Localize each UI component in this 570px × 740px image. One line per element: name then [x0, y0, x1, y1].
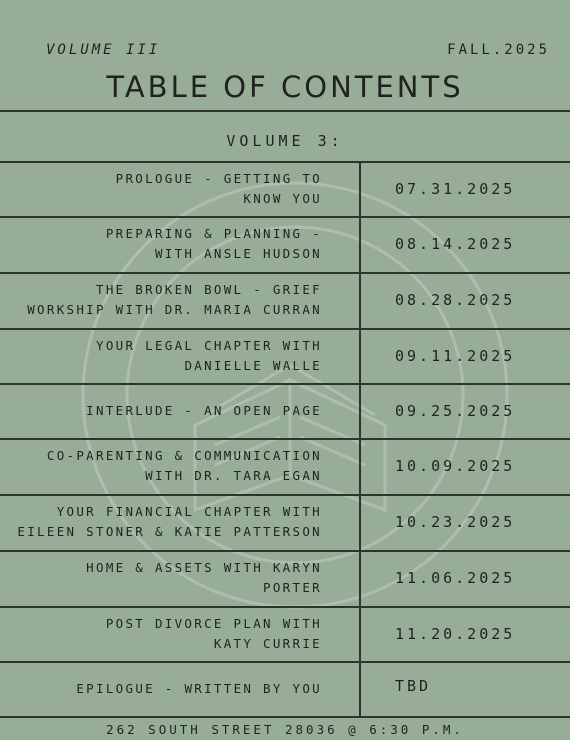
toc-row	[0, 383, 570, 438]
topic-line-2: DANIELLE WALLE	[184, 357, 322, 373]
toc-row	[0, 550, 570, 606]
topic-line-2: PORTER	[263, 580, 322, 595]
toc-topic	[76, 661, 322, 716]
page-title: TABLE OF CONTENTS	[106, 70, 464, 104]
season-label: FALL.2025	[447, 42, 550, 58]
toc-topic	[47, 438, 322, 494]
topic-line-1: EPILOGUE - WRITTEN BY YOU	[76, 680, 322, 696]
toc-date: 11.20.2025	[395, 624, 516, 643]
toc-topic	[116, 161, 322, 216]
topic-line-1: YOUR FINANCIAL CHAPTER WITH	[56, 504, 322, 519]
toc-topic	[17, 494, 322, 550]
toc-row	[0, 161, 570, 216]
toc-date: 08.14.2025	[395, 235, 516, 253]
toc-date: 09.25.2025	[395, 401, 516, 420]
toc-topic	[106, 606, 322, 661]
topic-line-2: KNOW YOU	[243, 190, 322, 206]
toc-date: 10.09.2025	[395, 457, 516, 475]
topic-line-1: PREPARING & PLANNING -	[105, 226, 322, 241]
toc-row	[0, 438, 570, 494]
toc-date: 10.23.2025	[395, 513, 516, 531]
topic-line-1: HOME & ASSETS WITH KARYN	[86, 560, 322, 575]
topic-line-2: WITH ANSLE HUDSON	[154, 246, 322, 261]
toc-topic	[106, 216, 322, 272]
toc-date: TBD	[395, 677, 432, 695]
toc-row	[0, 216, 570, 272]
toc-row	[0, 494, 570, 550]
volume-label: VOLUME III	[46, 42, 161, 58]
toc-date: 08.28.2025	[395, 291, 516, 309]
toc-topic	[86, 383, 322, 438]
topic-line-1: THE BROKEN BOWL - GRIEF	[96, 282, 322, 297]
topic-line-1: PROLOGUE - GETTING TO	[115, 170, 322, 186]
toc-topic	[86, 550, 322, 606]
toc-topic	[27, 272, 322, 328]
section-heading: VOLUME 3:	[226, 132, 344, 150]
venue-footer: 262 SOUTH STREET 28036 @ 6:30 P.M.	[106, 722, 464, 737]
topic-line-1: CO-PARENTING & COMMUNICATION	[46, 448, 322, 463]
toc-date: 11.06.2025	[395, 569, 516, 587]
divider	[0, 110, 570, 112]
toc-date: 09.11.2025	[395, 346, 516, 365]
topic-line-2: EILEEN STONER & KATIE PATTERSON	[17, 524, 322, 539]
toc-topic	[96, 328, 322, 383]
header-row	[46, 42, 550, 58]
toc-row	[0, 661, 570, 716]
toc-row	[0, 606, 570, 661]
divider	[0, 716, 570, 718]
topic-line-1: POST DIVORCE PLAN WITH	[105, 615, 322, 631]
topic-line-2: KATY CURRIE	[213, 635, 322, 651]
toc-row	[0, 272, 570, 328]
topic-line-1: INTERLUDE - AN OPEN PAGE	[86, 402, 322, 418]
topic-line-1: YOUR LEGAL CHAPTER WITH	[96, 337, 322, 353]
toc-row	[0, 328, 570, 383]
toc-date: 07.31.2025	[395, 179, 516, 198]
topic-line-2: WORKSHIP WITH DR. MARIA CURRAN	[27, 302, 322, 317]
topic-line-2: WITH DR. TARA EGAN	[145, 468, 322, 483]
